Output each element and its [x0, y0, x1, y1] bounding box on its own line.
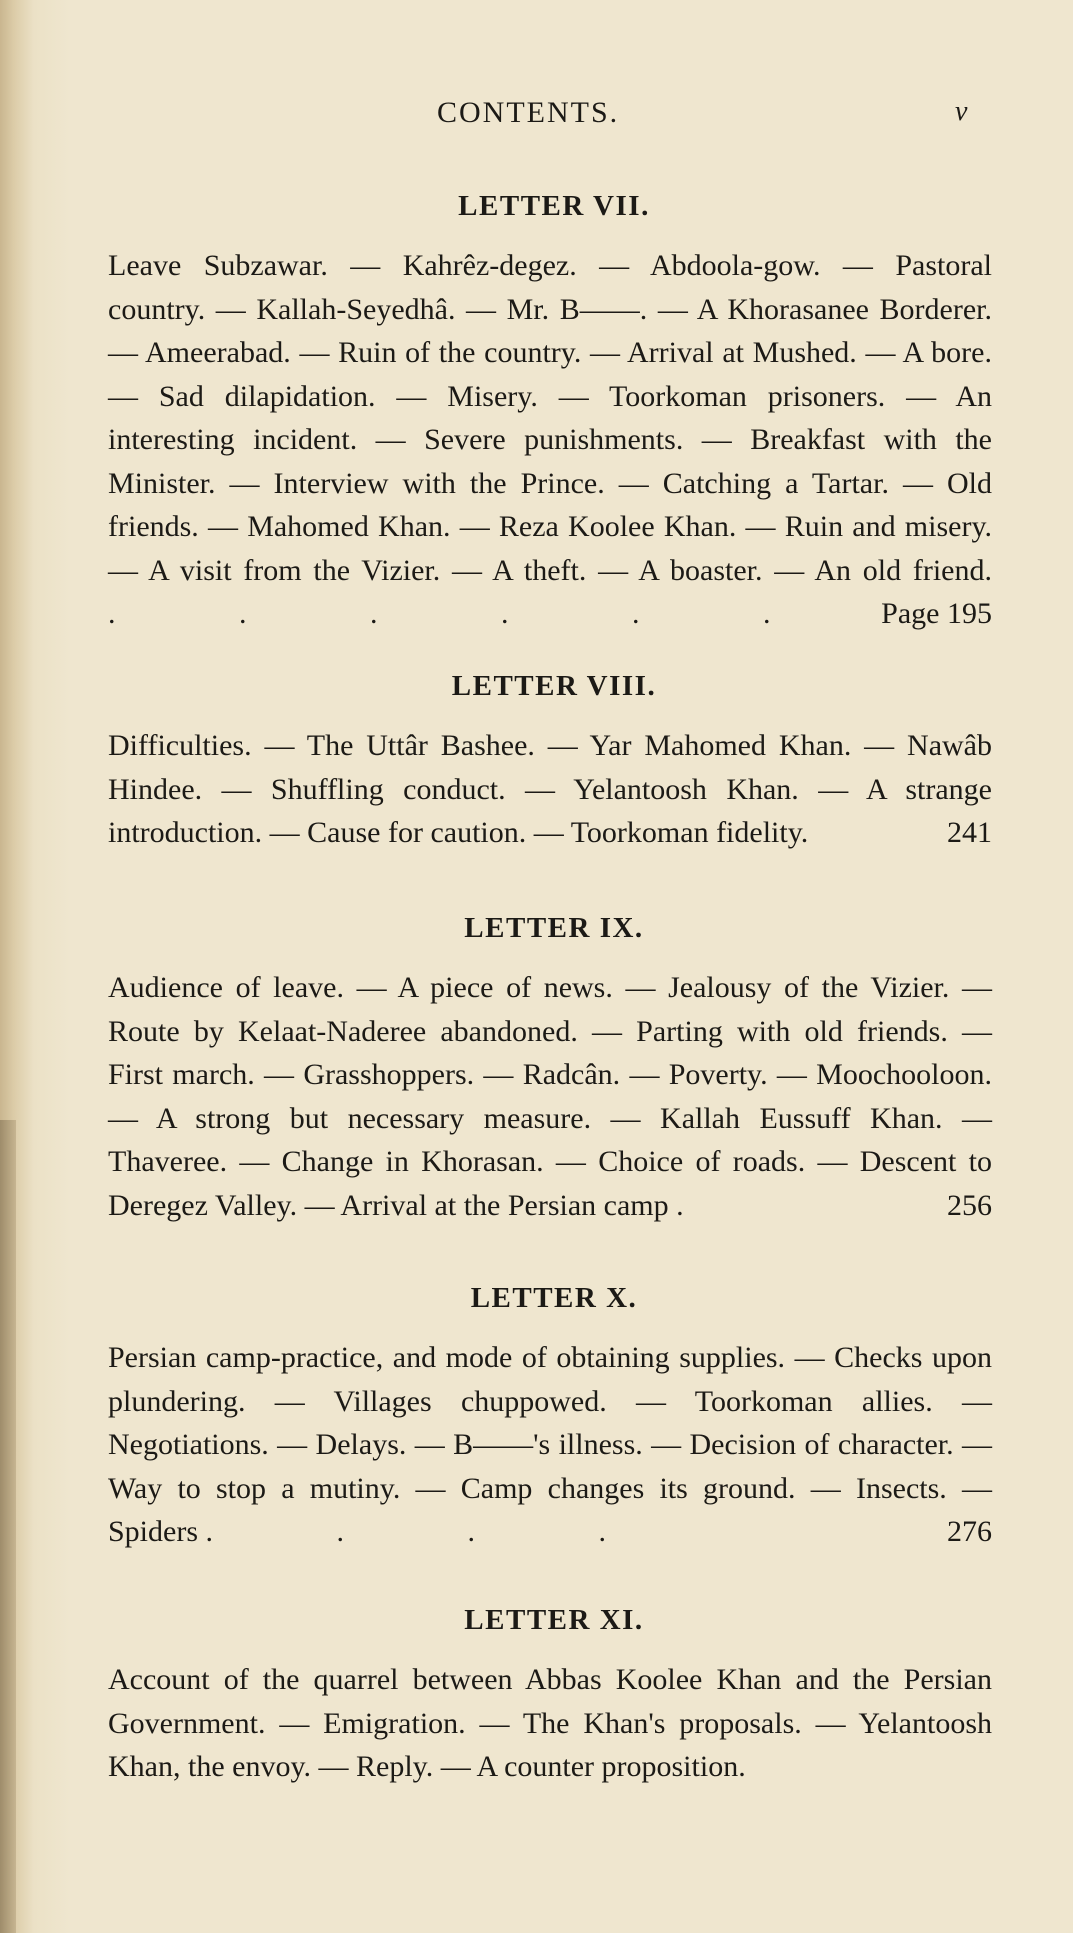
letter-heading: LETTER XI.: [464, 1604, 644, 1636]
dot-leader: . . . .: [205, 1515, 664, 1548]
page-reference: 241: [947, 816, 992, 849]
running-title: CONTENTS.: [437, 96, 620, 129]
letter-heading: LETTER IX.: [464, 912, 644, 944]
summary-text: Persian camp-practice, and mode of obtaining supplies. — Checks upon plundering. — Villages chuppowed. — Toorkoman allies. — Negotiations. — Delays. — B——'s illness. — Decision of character. — Way to stop a mutiny. — Camp changes its ground. — Insects. — Spiders: [108, 1341, 992, 1548]
letter-xi-section: [70, 1600, 992, 1789]
summary-text: Audience of leave. — A piece of news. — Jealousy of the Vizier. — Route by Kelaat-Naderee abandoned. — Parting with old friends. — First march. — Grasshoppers. — Radcân. — Poverty. — Moochooloon. — A strong but necessary measure. — Kallah Eussuff Khan. — Thaveree. — Change in Khorasan. — Choice of roads. — Descent to Deregez Valley. — Arrival at the Persian camp: [108, 971, 992, 1222]
dot-leader: . . . . . .: [108, 597, 829, 630]
letter-summary: [70, 724, 992, 855]
page-reference: Page 195: [881, 597, 992, 630]
summary-text: Difficulties. — The Uttâr Bashee. — Yar Mahomed Khan. — Nawâb Hindee. — Shuffling conduct. — Yelantoosh Khan. — A strange introduction. — Cause for caution. — Toorkoman fidelity.: [108, 729, 992, 849]
letter-heading: LETTER VIII.: [451, 670, 657, 702]
page-reference: 276: [947, 1515, 992, 1548]
summary-text: Account of the quarrel between Abbas Koolee Khan and the Persian Government. — Emigration. — The Khan's proposals. — Yelantoosh Khan, the envoy. — Reply. — A counter proposition.: [108, 1663, 992, 1783]
letter-summary: [70, 1336, 992, 1554]
letter-x-section: [70, 1278, 992, 1554]
page-number: v: [955, 96, 968, 127]
letter-heading: LETTER X.: [470, 1282, 638, 1314]
letter-ix-section: [70, 908, 992, 1227]
page-edge-shadow: [0, 1120, 16, 1933]
letter-summary: [70, 1658, 992, 1789]
letter-heading: LETTER VII.: [458, 190, 650, 222]
letter-vii-section: [70, 186, 992, 636]
letter-summary: [70, 244, 992, 636]
letter-viii-section: [70, 666, 992, 855]
summary-text: Leave Subzawar. — Kahrêz-degez. — Abdoola-gow. — Pastoral country. — Kallah-Seyedhâ. — Mr. B——. — A Khorasanee Borderer. — Ameerabad. — Ruin of the country. — Arrival at Mushed. — A bore. — Sad dilapidation. — Misery. — Toorkoman prisoners. — An interesting incident. — Severe punishments. — Breakfast with the Minister. — Interview with the Prince. — Catching a Tartar. — Old friends. — Mahomed Khan. — Reza Koolee Khan. — Ruin and misery. — A visit from the Vizier. — A theft. — A boaster. — An old friend.: [108, 249, 992, 587]
page-reference: 256: [947, 1188, 992, 1222]
dot-leader: .: [676, 1188, 684, 1222]
letter-summary: [70, 966, 992, 1227]
